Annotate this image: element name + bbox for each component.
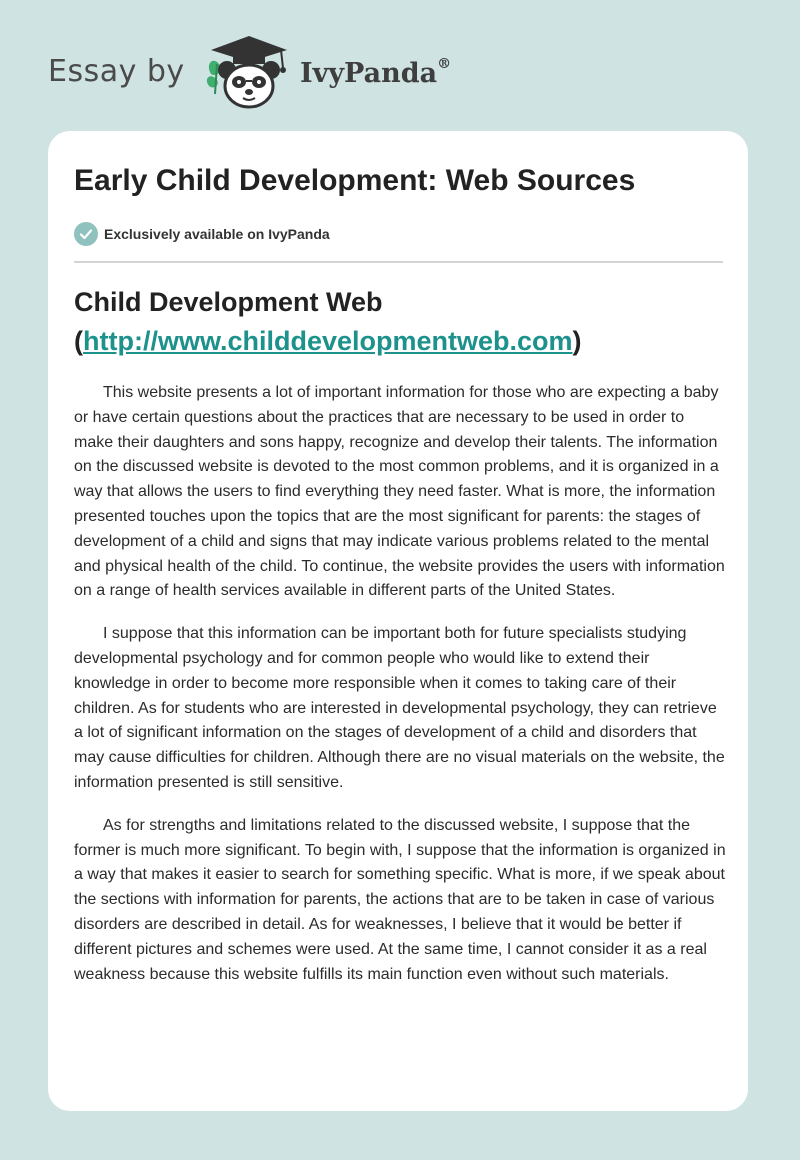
badge-label: Exclusively available on IvyPanda — [104, 226, 330, 242]
essay-card — [48, 131, 748, 1111]
brand-name[interactable] — [300, 58, 451, 89]
check-icon — [74, 222, 98, 246]
paragraph: I suppose that this information can be important both for future specialists studying developmental psychology and for common people who would like to extend their knowledge in order to become more responsible when it comes to taking care of their children. As for students who are interested in developmental psychology, they can retrieve a lot of significant information on the stages of development of a child and disorders that may cause difficulties for children. Although there are no visual materials on the website, the information presented is still sensitive. — [74, 625, 725, 791]
essay-by-label: Essay by — [48, 54, 185, 89]
paragraph: This website presents a lot of important information for those who are expecting a baby or have certain questions about the practices that are necessary to be used in order to make their daughters and sons happy, recognize and develop their talents. The information on the discussed website is devoted to the most common problems, and it is organized in a way that allows the users to find everything they need faster. What is more, the information presented touches upon the topics that are the most significant for parents: the stages of development of a child and signs that may indicate various problems related to the mental and physical health of the child. To continue, the website provides the users with information on a range of health services available in different parts of the United States. — [74, 384, 725, 600]
section-heading-text: Child Development Web ( — [74, 287, 383, 356]
article-body — [74, 381, 726, 1005]
brand-text: IvyPanda — [300, 58, 438, 89]
exclusive-badge — [74, 222, 330, 246]
divider — [74, 261, 723, 263]
page-title: Early Child Development: Web Sources — [74, 164, 636, 197]
paragraph: As for strengths and limitations related to the discussed website, I suppose that the former is much more significant. To begin with, I suppose that the information is organized in a way that makes it easier to search for something specific. What is more, if we speak about the sections with information for parents, the actions that are to be taken in case of various disorders are described in detail. As for weaknesses, I believe that it would be better if different pictures and schemes were used. At the same time, I cannot consider it as a real weakness because this website fulfills its main function even without such materials. — [74, 816, 726, 983]
section-heading-close: ) — [572, 326, 582, 356]
registered-mark: ® — [437, 56, 452, 72]
site-header — [48, 34, 548, 114]
section-heading — [74, 283, 724, 361]
panda-logo-icon[interactable] — [203, 34, 295, 110]
source-link[interactable]: http://www.childdevelopmentweb.com — [83, 326, 573, 356]
